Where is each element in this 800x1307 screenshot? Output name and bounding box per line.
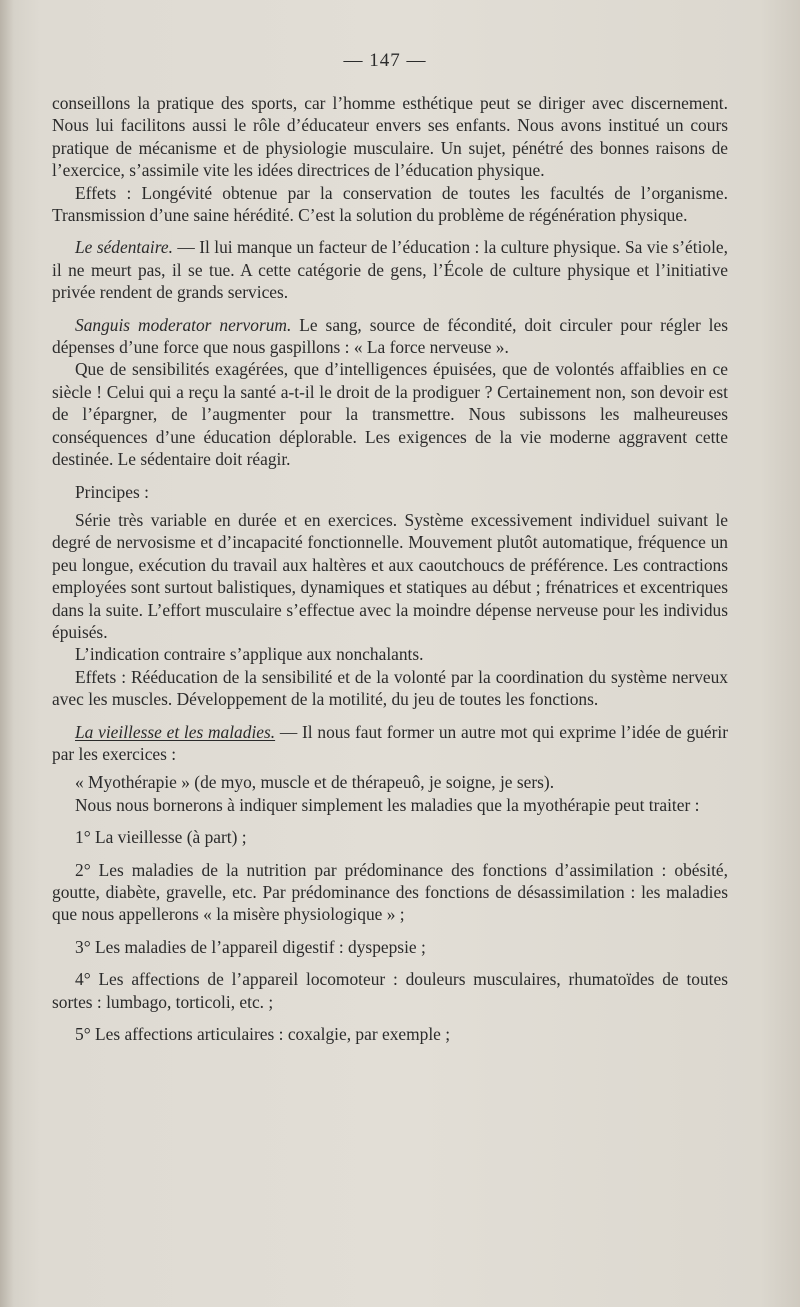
paragraph-text: — Il lui manque un facteur de l’éducation : la culture physique. Sa vie s’étiole, il ne meurt pas, il se tue. A cette catégorie de gens, l’École de culture physique et l’initiative privée rendent de grands services. — [52, 237, 728, 303]
paragraph — [52, 794, 728, 816]
page-number: — 147 — — [343, 50, 427, 71]
paragraph — [52, 358, 728, 470]
paragraph-text: Le sang, source de fécondité, doit circuler pour régler les dépenses d’une force que nous gaspillons : « La force nerveuse ». — [52, 314, 728, 358]
paragraph-text: Série très variable en durée et en exercices. Système excessivement individuel suivant le degré de nervosisme et d’incapacité fonctionnelle. Mouvement plutôt automatique, fréquence un peu longue, exécution du travail aux haltères et aux caoutchoucs de préférence. Les contractions employées sont surtout balistiques, dynamiques et statiques au début ; frénatrices et excentriques dans la suite. L’effort musculaire s’effectue avec la moindre dépense nerveuse pour les individus épuisés. — [52, 509, 728, 642]
list-item — [52, 826, 728, 848]
list-item — [52, 859, 728, 926]
paragraph — [52, 509, 728, 643]
list-item-text: 5° Les affections articulaires : coxalgie, par exemple ; — [75, 1024, 451, 1045]
list-item-text: 3° Les maladies de l’appareil digestif : dyspepsie ; — [75, 936, 426, 957]
paragraph — [52, 481, 728, 503]
paragraph — [52, 771, 728, 793]
paragraph — [52, 666, 728, 711]
paragraph-text: conseillons la pratique des sports, car l’homme esthétique peut se diriger avec discernement. Nous lui facilitons aussi le rôle d’éducateur envers ses enfants. Nous avons institué un cours pratique de mécanisme et de physiologie musculaire. Un sujet, pénétré des bonnes raisons de l’exercice, s’assimile vite les idées directrices de l’éducation physique. — [52, 93, 728, 181]
paragraph — [52, 721, 728, 766]
paragraph-text: « Myothérapie » (de myo, muscle et de thérapeuô, je soigne, je sers). — [75, 772, 555, 793]
list-item — [52, 936, 728, 958]
list-item-text: 4° Les affections de l’appareil locomoteur : douleurs musculaires, rhumatoïdes de toutes sortes : lumbago, torticoli, etc. ; — [52, 969, 728, 1012]
paragraph-text: Effets : Rééducation de la sensibilité et de la volonté par la coordination du système nerveux avec les muscles. Développement de la motilité, du jeu de toutes les fonctions. — [52, 666, 728, 710]
paragraph-text: — Il nous faut former un autre mot qui exprime l’idée de guérir par les exercices : — [52, 721, 728, 764]
list-item — [52, 1023, 728, 1045]
paragraph-text: Effets : Longévité obtenue par la conservation de toutes les facultés de l’organisme. Transmission d’une saine hérédité. C’est la solution du problème de régénération physique. — [52, 182, 728, 226]
paragraph — [52, 236, 728, 303]
paragraph — [52, 182, 728, 227]
paragraph-text: Principes : — [75, 481, 149, 502]
list-item — [52, 968, 728, 1013]
body-text — [52, 92, 728, 1045]
section-lead: Sanguis moderator nervorum. — [75, 314, 292, 335]
paragraph-text: Que de sensibilités exagérées, que d’intelligences épuisées, que de volontés affaiblies en ce siècle ! Celui qui a reçu la santé a-t-il le droit de la prodiguer ? Certainement non, son devoir est de l’épargner, de l’augmenter pour la transmettre. Nous subissons les malheureuses conséquences d’une éducation déplorable. Les exigences de la vie moderne aggravent cette destinée. Le sédentaire doit réagir. — [52, 359, 728, 470]
list-item-text: 2° Les maladies de la nutrition par prédominance des fonctions d’assimilation : obésité, goutte, diabète, gravelle, etc. Par prédominance des fonctions de désassimilation : les maladies que nous appellerons « la misère physiologique » ; — [52, 859, 728, 925]
paragraph — [52, 92, 728, 182]
section-lead: La vieillesse et les maladies. — [75, 721, 276, 742]
list-item-text: 1° La vieillesse (à part) ; — [75, 827, 247, 848]
paragraph-text: L’indication contraire s’applique aux nonchalants. — [75, 644, 424, 665]
paragraph-text: Nous nous bornerons à indiquer simplement les maladies que la myothérapie peut traiter : — [75, 794, 700, 815]
paragraph — [52, 314, 728, 359]
paragraph — [52, 643, 728, 665]
section-lead: Le sédentaire. — [75, 237, 173, 258]
